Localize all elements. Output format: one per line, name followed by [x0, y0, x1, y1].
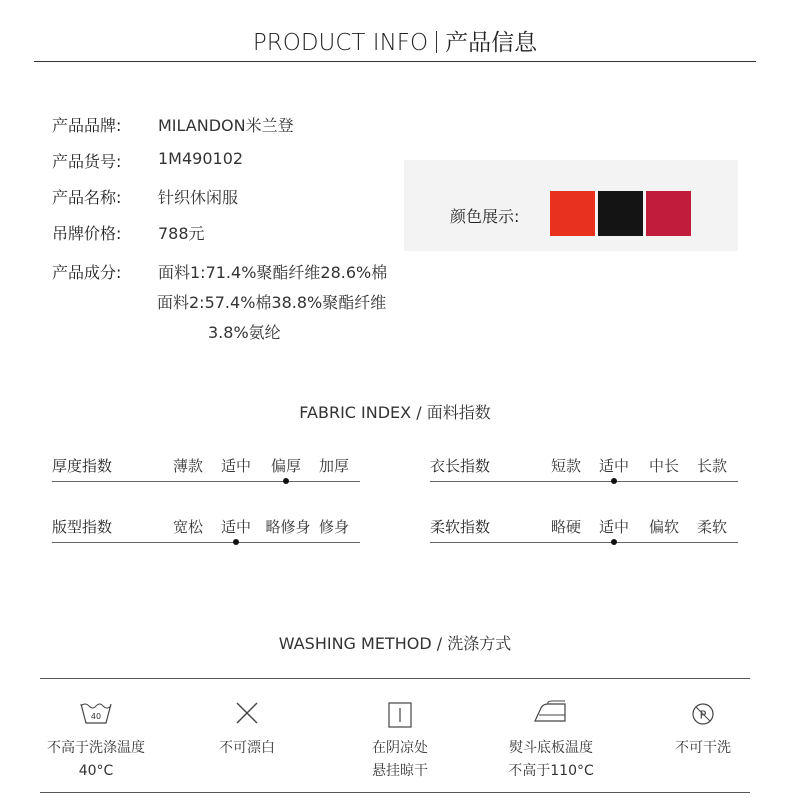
index-selected-marker — [611, 539, 617, 545]
wash-40-icon — [79, 700, 113, 726]
index-option: 短款 — [550, 457, 581, 475]
wash-care-line: 不高于110°C — [508, 763, 594, 779]
index-option: 适中 — [598, 457, 629, 475]
price-label: 吊牌价格: — [52, 224, 122, 243]
index-scale-line — [52, 481, 360, 482]
page-title — [0, 24, 790, 57]
index-label: 厚度指数 — [52, 457, 113, 475]
index-option: 略修身 — [265, 518, 311, 536]
index-selected-marker — [233, 539, 239, 545]
fabric-index-title: FABRIC INDEX / 面料指数 — [299, 403, 491, 422]
svg-text:40: 40 — [90, 712, 102, 721]
header-divider — [34, 61, 756, 62]
index-selected-marker — [283, 478, 289, 484]
composition-line-2: 面料2:57.4%棉38.8%聚酯纤维 — [157, 293, 387, 312]
index-option: 薄款 — [172, 457, 203, 475]
index-label: 衣长指数 — [430, 457, 491, 475]
index-option: 适中 — [220, 457, 251, 475]
index-label: 版型指数 — [52, 518, 113, 536]
no-bleach-icon — [232, 700, 262, 726]
title-en: PRODUCT INFO — [252, 30, 429, 56]
title-cn: 产品信息 — [445, 30, 538, 56]
wash-care-text — [330, 737, 470, 783]
svg-text:P: P — [699, 708, 707, 722]
no-dry-clean-icon — [689, 700, 717, 728]
wash-care-text — [26, 737, 166, 783]
wash-care-text — [481, 737, 621, 783]
index-option: 柔软 — [696, 518, 727, 536]
wash-care-item — [481, 700, 621, 788]
wash-care-text — [633, 737, 773, 760]
color-display-label: 颜色展示: — [450, 207, 520, 226]
wash-care-item — [177, 700, 317, 788]
index-option: 适中 — [220, 518, 251, 536]
index-option: 长款 — [696, 457, 727, 475]
iron-icon — [532, 700, 570, 726]
color-swatch-black[interactable] — [598, 191, 643, 236]
brand-label: 产品品牌: — [52, 116, 122, 135]
index-option: 中长 — [648, 457, 679, 475]
wash-care-line: 不可漂白 — [219, 740, 275, 756]
wash-care-item — [633, 700, 773, 788]
index-option: 偏软 — [648, 518, 679, 536]
wash-care-line: 不高于洗涤温度 — [47, 740, 145, 756]
index-scale-line — [430, 542, 738, 543]
color-swatch-crimson[interactable] — [646, 191, 691, 236]
index-option: 修身 — [318, 518, 349, 536]
index-selected-marker — [611, 478, 617, 484]
index-option: 加厚 — [318, 457, 349, 475]
brand-value: MILANDON米兰登 — [158, 116, 294, 135]
washing-method-title: WASHING METHOD / 洗涤方式 — [278, 634, 512, 653]
washing-top-divider — [40, 678, 750, 679]
index-option: 偏厚 — [270, 457, 301, 475]
sku-value: 1M490102 — [158, 149, 244, 168]
index-label: 柔软指数 — [430, 518, 491, 536]
wash-care-line: 不可干洗 — [675, 740, 731, 756]
wash-care-line: 40°C — [78, 763, 114, 779]
wash-care-line: 悬挂晾干 — [372, 763, 428, 779]
sku-label: 产品货号: — [52, 152, 122, 171]
price-value: 788元 — [158, 224, 205, 243]
index-option: 宽松 — [172, 518, 203, 536]
color-swatch-red[interactable] — [550, 191, 595, 236]
wash-care-line: 在阴凉处 — [372, 740, 428, 756]
wash-care-item — [330, 700, 470, 788]
product-name-value: 针织休闲服 — [158, 188, 239, 207]
index-option: 略硬 — [550, 518, 581, 536]
index-option: 适中 — [598, 518, 629, 536]
title-divider — [436, 31, 437, 53]
composition-line-1: 面料1:71.4%聚酯纤维28.6%棉 — [158, 263, 388, 282]
composition-label: 产品成分: — [52, 263, 122, 282]
index-scale-line — [430, 481, 738, 482]
wash-care-text — [177, 737, 317, 760]
washing-bottom-divider — [40, 792, 750, 793]
index-scale-line — [52, 542, 360, 543]
product-name-label: 产品名称: — [52, 188, 122, 207]
color-display-panel — [404, 160, 738, 251]
wash-care-item — [26, 700, 166, 788]
composition-line-3: 3.8%氨纶 — [208, 323, 281, 342]
wash-care-line: 熨斗底板温度 — [509, 740, 593, 756]
line-dry-shade-icon — [385, 700, 415, 730]
